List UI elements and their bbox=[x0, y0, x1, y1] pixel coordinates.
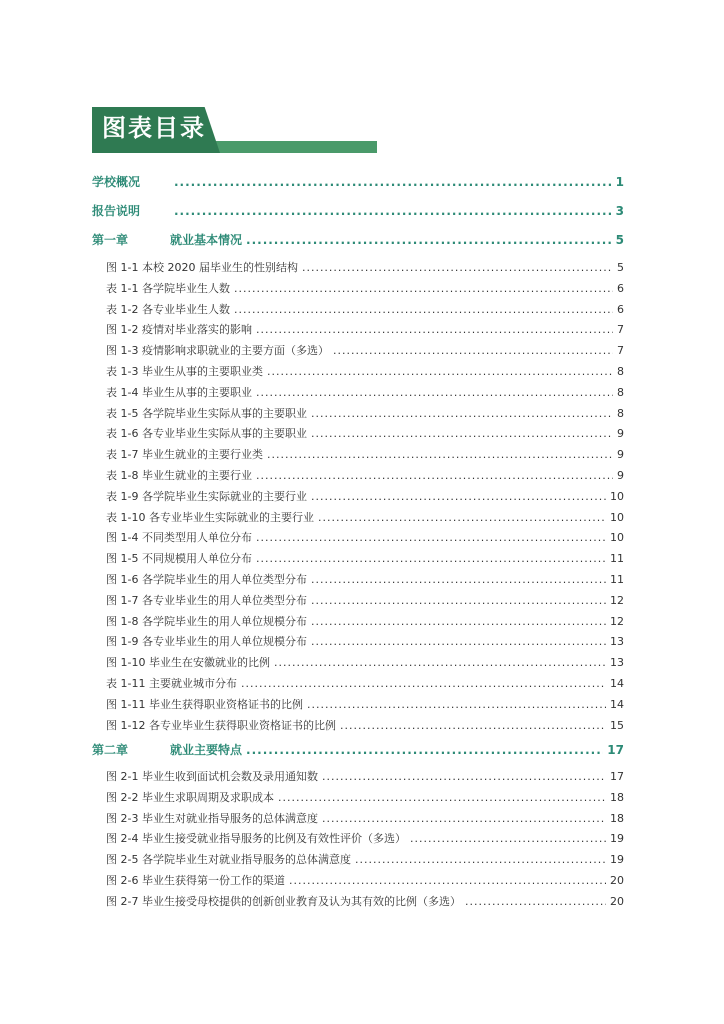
toc-item[interactable] bbox=[92, 654, 624, 670]
toc-leader-dots bbox=[333, 344, 613, 357]
toc-page-number: 10 bbox=[610, 510, 624, 524]
toc-item[interactable] bbox=[92, 872, 624, 888]
toc-item-text: 图 2-3 毕业生对就业指导服务的总体满意度 bbox=[106, 811, 318, 825]
toc-page-number: 13 bbox=[610, 635, 624, 649]
toc-leader-dots bbox=[289, 874, 606, 887]
toc-page-number: 5 bbox=[617, 261, 624, 274]
toc-item-text: 图 1-9 各专业毕业生的用人单位规模分布 bbox=[106, 635, 307, 649]
toc-page-number: 8 bbox=[617, 406, 624, 420]
toc-item-text: 表 1-2 各专业毕业生人数 bbox=[106, 302, 230, 316]
toc-leader-dots bbox=[307, 698, 606, 711]
toc-item-text: 图 1-5 不同规模用人单位分布 bbox=[106, 552, 252, 566]
toc-item-text: 表 1-10 各专业毕业生实际就业的主要行业 bbox=[106, 510, 314, 524]
toc-item-text: 表 1-5 各学院毕业生实际从事的主要职业 bbox=[106, 406, 307, 420]
toc-page-number: 8 bbox=[617, 365, 624, 378]
page-title: 图表目录 bbox=[102, 114, 206, 142]
toc-leader-dots bbox=[322, 812, 606, 825]
toc-item[interactable] bbox=[92, 321, 624, 337]
toc-item[interactable] bbox=[92, 893, 624, 909]
toc-item[interactable] bbox=[92, 717, 624, 733]
toc-leader-dots bbox=[410, 832, 606, 845]
toc-page-number: 14 bbox=[610, 677, 624, 690]
toc-leader-dots bbox=[465, 895, 606, 908]
toc-leader-dots bbox=[311, 490, 606, 503]
toc-item[interactable] bbox=[92, 789, 624, 805]
toc-item[interactable] bbox=[92, 830, 624, 846]
toc-item-text: 图 1-7 各专业毕业生的用人单位类型分布 bbox=[106, 593, 307, 607]
toc-leader-dots bbox=[340, 719, 606, 732]
toc-entry-chapter-2[interactable] bbox=[92, 741, 624, 758]
toc-page-number: 1 bbox=[615, 175, 624, 189]
toc-leader-dots bbox=[355, 853, 606, 866]
toc-item[interactable] bbox=[92, 696, 624, 712]
toc-leader-dots bbox=[318, 511, 606, 524]
toc-leader-dots bbox=[311, 573, 606, 586]
toc-item-text: 图 1-3 疫情影响求职就业的主要方面（多选） bbox=[106, 344, 329, 358]
toc-item-text: 表 1-4 毕业生从事的主要职业 bbox=[106, 385, 252, 399]
toc-leader-dots bbox=[267, 448, 613, 461]
toc-page-number: 12 bbox=[610, 614, 624, 628]
toc-page-number: 19 bbox=[610, 853, 624, 867]
toc-page-number: 18 bbox=[610, 811, 624, 825]
toc-chapter-label: 第二章 bbox=[92, 743, 129, 757]
toc-item[interactable] bbox=[92, 259, 624, 275]
toc-leader-dots bbox=[256, 531, 606, 544]
toc-item-text: 图 2-7 毕业生接受母校提供的创新创业教育及认为其有效的比例（多选） bbox=[106, 894, 461, 908]
toc-item-text: 表 1-7 毕业生就业的主要行业类 bbox=[106, 448, 263, 462]
toc-page-number: 17 bbox=[607, 743, 624, 757]
toc-page-number: 9 bbox=[617, 469, 624, 482]
toc-page-number: 18 bbox=[610, 790, 624, 804]
toc-chapter-label: 第一章 bbox=[92, 233, 129, 247]
toc-page-number: 5 bbox=[615, 233, 624, 247]
toc-leader-dots bbox=[174, 175, 612, 189]
toc-item[interactable] bbox=[92, 405, 624, 421]
toc-item-text: 表 1-3 毕业生从事的主要职业类 bbox=[106, 365, 263, 378]
toc-item[interactable] bbox=[92, 384, 624, 400]
toc-item-text: 图 1-4 不同类型用人单位分布 bbox=[106, 531, 252, 545]
toc-leader-dots bbox=[246, 233, 612, 247]
toc-leader-dots bbox=[322, 770, 606, 783]
toc-chapter-title: 就业主要特点 bbox=[170, 743, 243, 757]
toc-page-number: 7 bbox=[617, 344, 624, 358]
toc-page-number: 12 bbox=[610, 593, 624, 607]
toc-page-number: 19 bbox=[610, 832, 624, 846]
toc-page-number: 7 bbox=[617, 323, 624, 337]
toc-entry-label: 学校概况 bbox=[92, 175, 141, 189]
toc-item-text: 表 1-6 各专业毕业生实际从事的主要职业 bbox=[106, 427, 307, 441]
toc-item[interactable] bbox=[92, 363, 624, 379]
toc-item-text: 图 1-6 各学院毕业生的用人单位类型分布 bbox=[106, 573, 307, 586]
toc-page-number: 8 bbox=[617, 385, 624, 399]
toc-entry-school-overview[interactable] bbox=[92, 173, 624, 190]
toc-item-text: 表 1-8 毕业生就业的主要行业 bbox=[106, 469, 252, 482]
toc-leader-dots bbox=[241, 677, 606, 690]
toc-page-number: 11 bbox=[610, 573, 624, 586]
toc-item[interactable] bbox=[92, 675, 624, 691]
toc-entry-label: 报告说明 bbox=[92, 204, 141, 218]
toc-leader-dots bbox=[256, 469, 613, 482]
toc-page-number: 9 bbox=[617, 448, 624, 462]
toc-item-text: 表 1-1 各学院毕业生人数 bbox=[106, 281, 230, 295]
toc-leader-dots bbox=[311, 615, 606, 628]
toc-item-text: 图 1-8 各学院毕业生的用人单位规模分布 bbox=[106, 614, 307, 628]
toc-leader-dots bbox=[246, 743, 603, 757]
toc-leader-dots bbox=[302, 261, 613, 274]
toc-item-text: 图 2-6 毕业生获得第一份工作的渠道 bbox=[106, 874, 285, 887]
toc-item[interactable] bbox=[92, 529, 624, 545]
toc-page-number: 6 bbox=[617, 302, 624, 316]
toc-item[interactable] bbox=[92, 488, 624, 504]
toc-item-text: 表 1-9 各学院毕业生实际就业的主要行业 bbox=[106, 489, 307, 503]
toc-leader-dots bbox=[267, 365, 613, 378]
toc-item[interactable] bbox=[92, 509, 624, 525]
toc-page-number: 15 bbox=[610, 718, 624, 732]
toc-item[interactable] bbox=[92, 592, 624, 608]
toc-leader-dots bbox=[256, 323, 613, 336]
toc-item-text: 图 1-10 毕业生在安徽就业的比例 bbox=[106, 656, 270, 670]
toc-leader-dots bbox=[234, 303, 613, 316]
toc-page-number: 10 bbox=[610, 489, 624, 503]
toc-item[interactable] bbox=[92, 425, 624, 441]
toc-page-number: 10 bbox=[610, 531, 624, 545]
toc-item[interactable] bbox=[92, 467, 624, 483]
toc-page-number: 13 bbox=[610, 656, 624, 670]
toc-entry-report-notes[interactable] bbox=[92, 202, 624, 219]
toc-page-number: 20 bbox=[610, 874, 624, 887]
toc-item-text: 图 2-4 毕业生接受就业指导服务的比例及有效性评价（多选） bbox=[106, 832, 406, 846]
toc-item[interactable] bbox=[92, 851, 624, 867]
toc-leader-dots bbox=[174, 204, 612, 218]
toc-item-text: 图 1-1 本校 2020 届毕业生的性别结构 bbox=[106, 261, 298, 274]
toc-item-text: 表 1-11 主要就业城市分布 bbox=[106, 677, 237, 690]
toc-page-number: 3 bbox=[615, 204, 624, 218]
toc-item-text: 图 2-1 毕业生收到面试机会数及录用通知数 bbox=[106, 770, 318, 783]
toc-item[interactable] bbox=[92, 301, 624, 317]
toc-leader-dots bbox=[311, 594, 606, 607]
toc-leader-dots bbox=[274, 656, 606, 669]
toc-item[interactable] bbox=[92, 342, 624, 358]
toc-page-number: 17 bbox=[610, 770, 624, 783]
toc-item[interactable] bbox=[92, 613, 624, 629]
toc-item[interactable] bbox=[92, 768, 624, 784]
toc-leader-dots bbox=[234, 282, 613, 295]
toc-leader-dots bbox=[278, 791, 606, 804]
toc-page-number: 14 bbox=[610, 697, 624, 711]
toc-item[interactable] bbox=[92, 280, 624, 296]
toc-item[interactable] bbox=[92, 810, 624, 826]
toc-leader-dots bbox=[311, 635, 606, 648]
toc-chapter-title: 就业基本情况 bbox=[170, 233, 243, 247]
toc-page-number: 9 bbox=[617, 427, 624, 441]
toc-leader-dots bbox=[256, 386, 613, 399]
toc-page-number: 6 bbox=[617, 281, 624, 295]
toc-leader-dots bbox=[311, 407, 613, 420]
toc-item-text: 图 1-12 各专业毕业生获得职业资格证书的比例 bbox=[106, 718, 336, 732]
toc-page-number: 11 bbox=[610, 552, 624, 566]
toc-item[interactable] bbox=[92, 550, 624, 566]
toc-item-text: 图 2-2 毕业生求职周期及求职成本 bbox=[106, 790, 274, 804]
toc-item[interactable] bbox=[92, 571, 624, 587]
toc-item-text: 图 2-5 各学院毕业生对就业指导服务的总体满意度 bbox=[106, 853, 351, 867]
toc-page-number: 20 bbox=[610, 894, 624, 908]
toc-item-text: 图 1-2 疫情对毕业落实的影响 bbox=[106, 323, 252, 337]
toc-leader-dots bbox=[256, 552, 606, 565]
toc-item[interactable] bbox=[92, 633, 624, 649]
toc-item-text: 图 1-11 毕业生获得职业资格证书的比例 bbox=[106, 697, 303, 711]
toc-item[interactable] bbox=[92, 446, 624, 462]
toc-leader-dots bbox=[311, 427, 613, 440]
toc-entry-chapter-1[interactable] bbox=[92, 231, 624, 248]
